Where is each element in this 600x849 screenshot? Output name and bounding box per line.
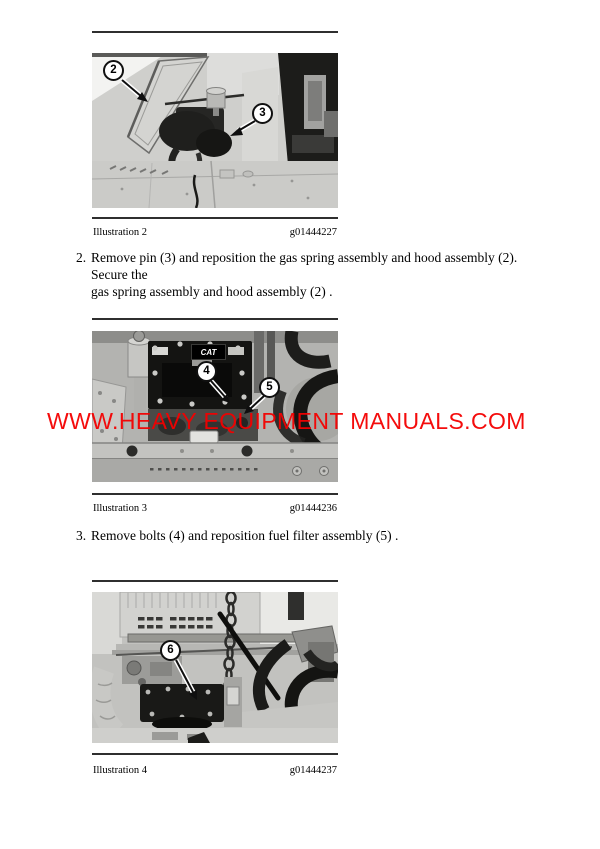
callout-2-label: 2 bbox=[110, 63, 117, 76]
caption-label: Illustration 2 bbox=[93, 227, 147, 238]
illustration-3-photo bbox=[92, 331, 338, 482]
step-2-line-1: Remove pin (3) and reposition the gas spring assembly and hood assembly (2). Secure the bbox=[91, 250, 518, 282]
cat-logo bbox=[191, 344, 226, 360]
step-2-number: 2. bbox=[76, 250, 87, 265]
figure-top-rule bbox=[92, 580, 338, 582]
callout-4 bbox=[196, 361, 217, 382]
engine-compartment-image bbox=[92, 592, 338, 743]
caption-ref: g01444236 bbox=[289, 503, 337, 514]
step-2-line-2: gas spring assembly and hood assembly (2) . bbox=[91, 283, 333, 299]
illustration-4-photo bbox=[92, 592, 338, 743]
caption-ref: g01444237 bbox=[289, 765, 337, 776]
caption-ref: g01444227 bbox=[289, 227, 337, 238]
figure-bottom-rule bbox=[92, 753, 338, 755]
figure-bottom-rule bbox=[92, 493, 338, 495]
callout-5 bbox=[259, 377, 280, 398]
illustration-2-photo bbox=[92, 53, 338, 208]
callout-2 bbox=[103, 60, 124, 81]
caption-label: Illustration 4 bbox=[93, 765, 147, 776]
figure-bottom-rule bbox=[92, 217, 338, 219]
step-3 bbox=[76, 528, 544, 545]
callout-3 bbox=[252, 103, 273, 124]
callout-6 bbox=[160, 640, 181, 661]
step-2 bbox=[76, 250, 544, 300]
callout-4-label: 4 bbox=[203, 364, 210, 377]
watermark-text: WWW.HEAVY EQUIPMENT MANUALS.COM bbox=[47, 408, 526, 434]
figure-top-rule bbox=[92, 31, 338, 33]
cat-logo-text: CAT bbox=[200, 347, 217, 357]
step-3-number: 3. bbox=[76, 528, 87, 543]
callout-3-label: 3 bbox=[259, 106, 266, 119]
hood-gas-spring-image bbox=[92, 53, 338, 208]
step-3-line-1: Remove bolts (4) and reposition fuel filter assembly (5) . bbox=[91, 528, 399, 543]
figure-top-rule bbox=[92, 318, 338, 320]
callout-6-label: 6 bbox=[167, 643, 174, 656]
caption-label: Illustration 3 bbox=[93, 503, 147, 514]
callout-5-label: 5 bbox=[266, 380, 273, 393]
